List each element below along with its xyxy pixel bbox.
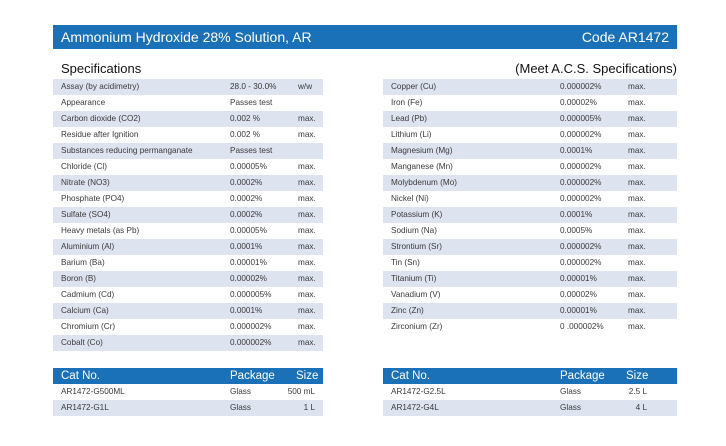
spec-row [53, 95, 323, 111]
spec-name: Molybdenum (Mo) [391, 178, 457, 187]
spec-name: Copper (Cu) [391, 82, 437, 91]
spec-unit: max. [298, 130, 316, 139]
spec-row [53, 271, 323, 287]
spec-value: 0.000002% [560, 178, 602, 187]
spec-name: Chloride (Cl) [61, 162, 107, 171]
cat-size: 2.5 L [628, 387, 647, 396]
spec-name: Iron (Fe) [391, 98, 423, 107]
spec-name: Nitrate (NO3) [61, 178, 110, 187]
catalog-row [383, 384, 677, 400]
spec-value: 0.000005% [230, 290, 272, 299]
spec-unit: w/w [298, 82, 313, 91]
spec-name: Titanium (Ti) [391, 274, 437, 283]
spec-row [53, 239, 323, 255]
spec-row [383, 223, 677, 239]
spec-name: Magnesium (Mg) [391, 146, 453, 155]
spec-name: Cobalt (Co) [61, 338, 103, 347]
specifications-note: (Meet A.C.S. Specifications) [515, 61, 677, 76]
spec-name: Cadmium (Cd) [61, 290, 115, 299]
size-header: Size [626, 370, 649, 382]
spec-name: Barium (Ba) [61, 258, 105, 267]
spec-name: Boron (B) [61, 274, 97, 283]
spec-table-left [53, 79, 323, 351]
spec-row [53, 335, 323, 351]
spec-value: 0.002 % [230, 130, 261, 139]
spec-row [53, 319, 323, 335]
spec-unit: max. [298, 114, 316, 123]
spec-value: 0.000002% [560, 242, 602, 251]
spec-row [53, 303, 323, 319]
spec-name: Assay (by acidimetry) [61, 82, 140, 91]
spec-unit: max. [628, 98, 646, 107]
cat-number: AR1472-G1L [61, 403, 109, 412]
spec-unit: max. [298, 274, 316, 283]
spec-row [53, 207, 323, 223]
spec-value: 0.00005% [230, 162, 267, 171]
spec-unit: max. [628, 162, 646, 171]
spec-row [53, 287, 323, 303]
spec-value: 0.000002% [230, 322, 272, 331]
spec-row [383, 287, 677, 303]
spec-unit: max. [298, 162, 316, 171]
cat-number: AR1472-G2.5L [391, 387, 446, 396]
spec-unit: max. [628, 130, 646, 139]
spec-unit: max. [628, 194, 646, 203]
spec-row [383, 143, 677, 159]
package-header: Package [560, 370, 605, 382]
catalog-table-left [53, 368, 323, 416]
spec-name: Sodium (Na) [391, 226, 437, 235]
spec-row [383, 255, 677, 271]
spec-value: 0.00002% [560, 98, 597, 107]
spec-row [383, 303, 677, 319]
spec-name: Vanadium (V) [391, 290, 441, 299]
spec-unit: max. [298, 194, 316, 203]
spec-value: Passes test [230, 98, 273, 107]
product-title: Ammonium Hydroxide 28% Solution, AR [61, 29, 312, 45]
spec-unit: max. [628, 322, 646, 331]
spec-name: Zinc (Zn) [391, 306, 424, 315]
spec-value: 0.000002% [560, 130, 602, 139]
spec-row [383, 319, 677, 335]
spec-unit: max. [298, 306, 316, 315]
spec-name: Manganese (Mn) [391, 162, 453, 171]
spec-name: Chromium (Cr) [61, 322, 116, 331]
catalog-header [53, 368, 323, 384]
spec-row [383, 191, 677, 207]
spec-value: 28.0 - 30.0% [230, 82, 277, 91]
spec-value: 0.00001% [230, 258, 267, 267]
spec-row [383, 111, 677, 127]
spec-value: 0.00002% [230, 274, 267, 283]
spec-unit: max. [628, 306, 646, 315]
spec-name: Lithium (Li) [391, 130, 432, 139]
spec-row [383, 207, 677, 223]
spec-unit: max. [628, 210, 646, 219]
spec-name: Calcium (Ca) [61, 306, 109, 315]
spec-name: Potassium (K) [391, 210, 443, 219]
spec-name: Substances reducing permanganate [61, 146, 193, 155]
spec-unit: max. [628, 242, 646, 251]
spec-row [383, 271, 677, 287]
spec-value: 0.00001% [560, 274, 597, 283]
cat-package: Glass [560, 387, 581, 396]
cat-size: 4 L [635, 403, 647, 412]
spec-unit: max. [298, 178, 316, 187]
spec-name: Appearance [61, 98, 106, 107]
spec-name: Heavy metals (as Pb) [61, 226, 140, 235]
catalog-row [53, 400, 323, 416]
spec-value: 0.000002% [560, 194, 602, 203]
spec-value: 0.00001% [560, 306, 597, 315]
spec-value: 0.000005% [560, 114, 602, 123]
spec-value: 0.0001% [560, 146, 593, 155]
product-code: Code AR1472 [581, 29, 669, 45]
catalog-row [383, 400, 677, 416]
spec-value: 0.00002% [560, 290, 597, 299]
spec-unit: max. [298, 338, 316, 347]
spec-value: 0.00005% [230, 226, 267, 235]
cat-package: Glass [560, 403, 581, 412]
spec-row [383, 239, 677, 255]
spec-unit: max. [298, 258, 316, 267]
spec-value: 0.002 % [230, 114, 261, 123]
spec-name: Phosphate (PO4) [61, 194, 125, 203]
cat-no-header: Cat No. [391, 370, 430, 382]
cat-size: 500 mL [287, 387, 315, 396]
spec-name: Residue after Ignition [61, 130, 139, 139]
spec-value: 0.000002% [560, 162, 602, 171]
spec-name: Sulfate (SO4) [61, 210, 111, 219]
spec-unit: max. [628, 290, 646, 299]
spec-unit: max. [628, 226, 646, 235]
cat-no-header: Cat No. [61, 370, 100, 382]
catalog-header [383, 368, 677, 384]
spec-row [53, 143, 323, 159]
spec-value: 0 .000002% [560, 322, 604, 331]
specifications-heading: Specifications [61, 61, 142, 76]
spec-unit: max. [628, 258, 646, 267]
spec-name: Aluminium (Al) [61, 242, 115, 251]
spec-row [53, 255, 323, 271]
spec-row [383, 175, 677, 191]
spec-row [53, 127, 323, 143]
spec-value: Passes test [230, 146, 273, 155]
spec-row [53, 79, 323, 95]
spec-value: 0.0001% [230, 242, 263, 251]
spec-unit: max. [628, 114, 646, 123]
spec-value: 0.0002% [230, 178, 263, 187]
spec-name: Lead (Pb) [391, 114, 427, 123]
size-header: Size [296, 370, 319, 382]
spec-value: 0.0001% [230, 306, 263, 315]
spec-row [383, 127, 677, 143]
spec-row [53, 175, 323, 191]
cat-size: 1 L [303, 403, 315, 412]
spec-row [383, 79, 677, 95]
spec-unit: max. [298, 210, 316, 219]
spec-row [53, 191, 323, 207]
spec-name: Strontium (Sr) [391, 242, 442, 251]
spec-value: 0.000002% [230, 338, 272, 347]
spec-unit: max. [298, 290, 316, 299]
spec-row [53, 159, 323, 175]
cat-package: Glass [230, 387, 251, 396]
package-header: Package [230, 370, 275, 382]
spec-unit: max. [298, 242, 316, 251]
spec-row [53, 223, 323, 239]
spec-row [383, 159, 677, 175]
spec-value: 0.0002% [230, 194, 263, 203]
spec-value: 0.000002% [560, 82, 602, 91]
spec-unit: max. [298, 226, 316, 235]
cat-number: AR1472-G500ML [61, 387, 125, 396]
spec-unit: max. [628, 178, 646, 187]
catalog-table-right [383, 368, 677, 416]
spec-name: Zirconium (Zr) [391, 322, 443, 331]
catalog-row [53, 384, 323, 400]
cat-number: AR1472-G4L [391, 403, 439, 412]
spec-unit: max. [628, 82, 646, 91]
spec-unit: max. [628, 274, 646, 283]
spec-unit: max. [628, 146, 646, 155]
spec-row [53, 111, 323, 127]
spec-value: 0.0005% [560, 226, 593, 235]
spec-value: 0.0001% [560, 210, 593, 219]
cat-package: Glass [230, 403, 251, 412]
spec-name: Tin (Sn) [391, 258, 420, 267]
product-title-bar [53, 25, 677, 49]
spec-value: 0.000002% [560, 258, 602, 267]
spec-name: Carbon dioxide (CO2) [61, 114, 141, 123]
spec-table-right [383, 79, 677, 335]
spec-row [383, 95, 677, 111]
spec-unit: max. [298, 322, 316, 331]
spec-value: 0.0002% [230, 210, 263, 219]
spec-name: Nickel (Ni) [391, 194, 429, 203]
